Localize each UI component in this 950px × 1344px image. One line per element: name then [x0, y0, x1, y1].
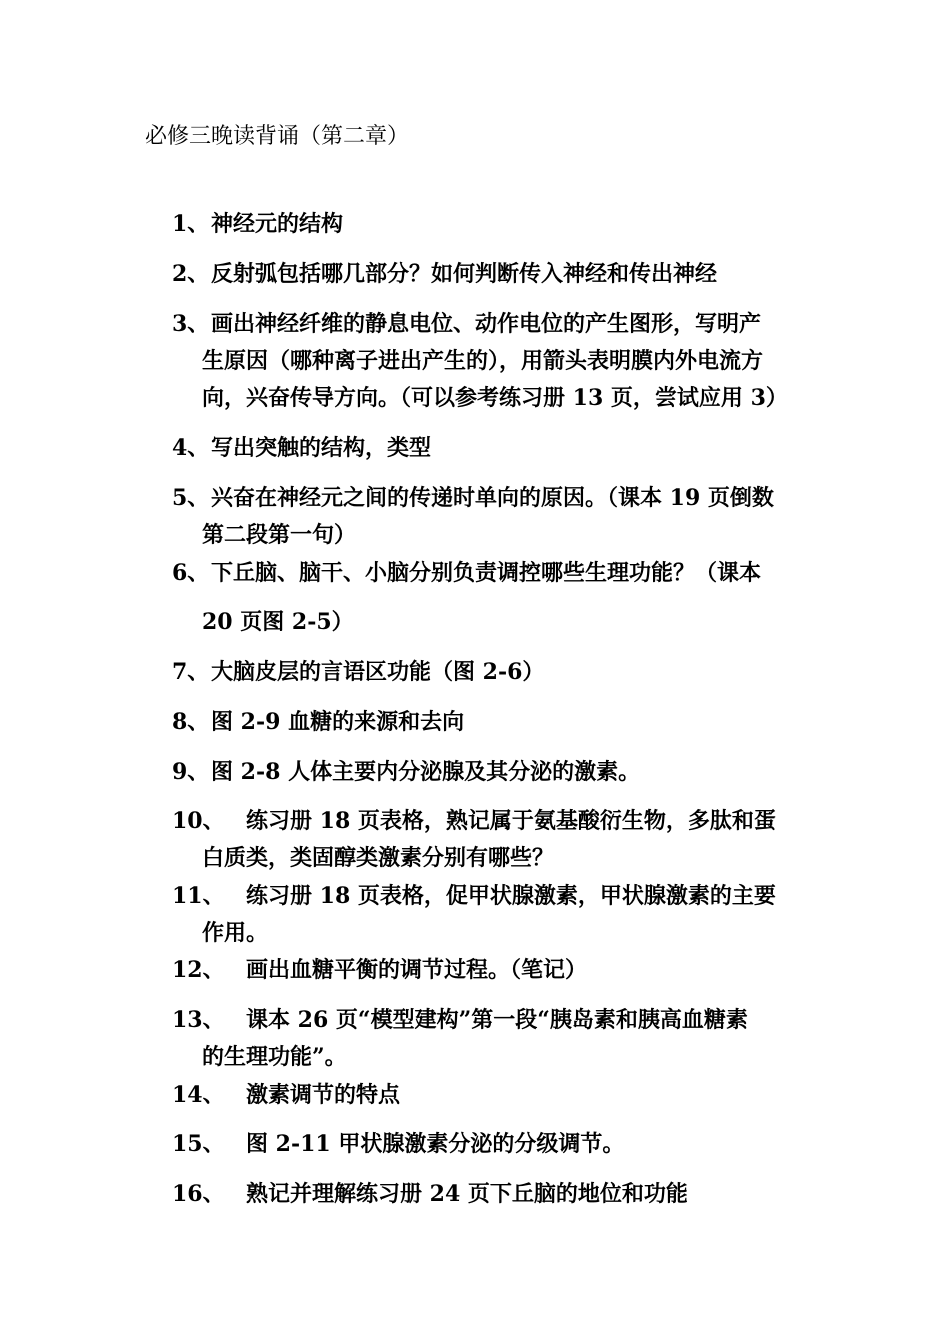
- item-number: 4、: [172, 435, 210, 461]
- item-text: 激素调节的特点: [246, 1082, 401, 1108]
- item-text: 的生理功能”。: [202, 1044, 347, 1070]
- item-text: 第二段第一句）: [202, 522, 357, 548]
- item-number: 16、: [172, 1181, 225, 1207]
- item-number: 6、: [172, 560, 210, 586]
- item-text: 反射弧包括哪几部分？如何判断传入神经和传出神经: [211, 261, 718, 287]
- item-text: 练习册 18 页表格，熟记属于氨基酸衍生物，多肽和蛋: [246, 808, 776, 834]
- item-number: 3、: [172, 311, 210, 337]
- item-text: 兴奋在神经元之间的传递时单向的原因。（课本 19 页倒数: [211, 485, 774, 511]
- item-number: 11、: [172, 883, 225, 909]
- item-number: 12、: [172, 957, 225, 983]
- item-text: 图 2-11 甲状腺激素分泌的分级调节。: [246, 1131, 625, 1157]
- item-number: 9、: [172, 759, 210, 785]
- item-number: 14、: [172, 1082, 225, 1108]
- item-text: 神经元的结构: [211, 211, 344, 237]
- item-text: 白质类，类固醇类激素分别有哪些？: [202, 845, 555, 871]
- item-text: 画出神经纤维的静息电位、动作电位的产生图形，写明产: [211, 311, 762, 337]
- item-text: 20 页图 2-5）: [202, 609, 354, 635]
- item-number: 10、: [172, 808, 225, 834]
- item-number: 15、: [172, 1131, 225, 1157]
- item-text: 下丘脑、脑干、小脑分别负责调控哪些生理功能？（课本: [211, 560, 762, 586]
- item-text: 熟记并理解练习册 24 页下丘脑的地位和功能: [246, 1181, 688, 1207]
- item-text: 图 2-8 人体主要内分泌腺及其分泌的激素。: [211, 759, 641, 785]
- item-text: 生原因（哪种离子进出产生的），用箭头表明膜内外电流方: [202, 348, 764, 374]
- item-number: 1、: [172, 211, 210, 237]
- item-text: 课本 26 页“模型建构”第一段“胰岛素和胰高血糖素: [246, 1007, 748, 1033]
- page-title: 必修三晚读背诵（第二章）: [145, 124, 410, 149]
- item-text: 写出突触的结构，类型: [211, 435, 432, 461]
- item-text: 作用。: [202, 920, 269, 946]
- item-text: 画出血糖平衡的调节过程。（笔记）: [246, 957, 588, 983]
- item-text: 向，兴奋传导方向。（可以参考练习册 13 页，尝试应用 3）: [202, 385, 788, 411]
- item-number: 5、: [172, 485, 210, 511]
- item-number: 2、: [172, 261, 210, 287]
- item-text: 大脑皮层的言语区功能（图 2-6）: [211, 659, 545, 685]
- item-number: 13、: [172, 1007, 225, 1033]
- item-number: 8、: [172, 709, 210, 735]
- item-number: 7、: [172, 659, 210, 685]
- item-text: 图 2-9 血糖的来源和去向: [211, 709, 465, 735]
- item-text: 练习册 18 页表格，促甲状腺激素，甲状腺激素的主要: [246, 883, 776, 909]
